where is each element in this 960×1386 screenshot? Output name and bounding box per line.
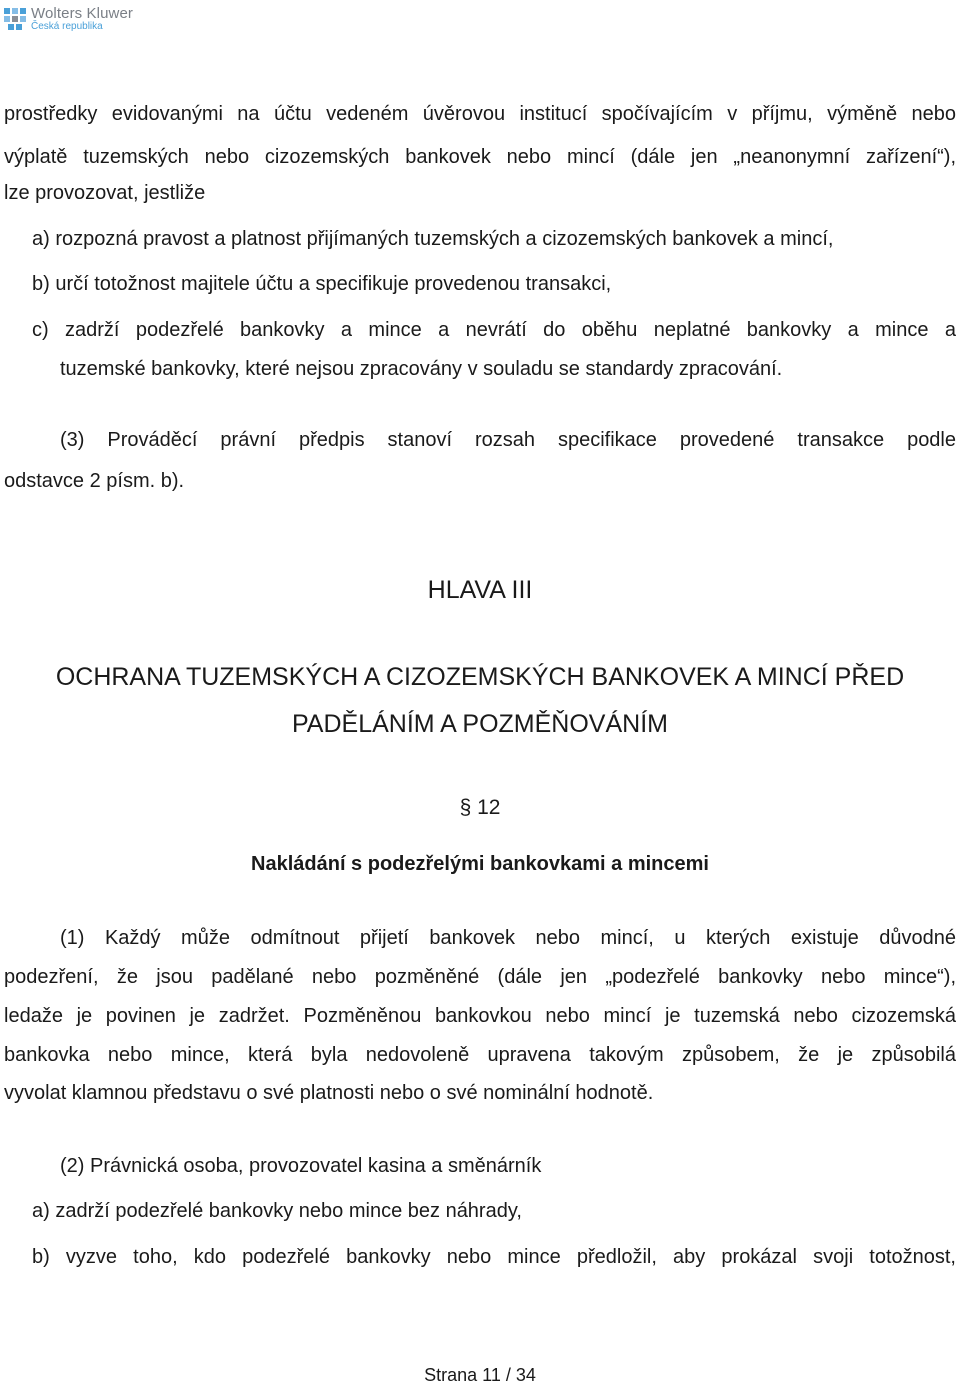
paragraph-line: prostředky evidovanými na účtu vedeném úvěrovou institucí spočívajícím v příjmu, výměně nebo [4, 103, 956, 125]
section-number: § 12 [459, 796, 501, 819]
list-item-b: b) určí totožnost majitele účtu a specifikuje provedenou transakci, [32, 273, 612, 295]
brand-subtitle: Česká republika [31, 21, 103, 32]
list-item-a: a) rozpozná pravost a platnost přijímaných tuzemských a cizozemských bankovek a mincí, [32, 228, 834, 250]
paragraph-3-line: (3) Prováděcí právní předpis stanoví rozsah specifikace provedené transakce podle [60, 429, 956, 451]
paragraph-1-line: vyvolat klamnou představu o své platnosti nebo o své nominální hodnotě. [4, 1082, 654, 1104]
wolters-kluwer-logo-icon [4, 8, 26, 30]
paragraph-3-continuation: odstavce 2 písm. b). [4, 470, 185, 492]
paragraph-1-line: ledaže je povinen je zadržet. Pozměněnou bankovkou nebo mincí je tuzemská nebo cizozemská [4, 1005, 956, 1027]
paragraph-line: lze provozovat, jestliže [4, 182, 206, 204]
paragraph-line: výplatě tuzemských nebo cizozemských bankovek nebo mincí (dále jen „neanonymní zařízení“), [4, 146, 956, 168]
list-item-c: c) zadrží podezřelé bankovky a mince a nevrátí do oběhu neplatné bankovky a mince a [32, 319, 956, 341]
paragraph-1-line: (1) Každý může odmítnout přijetí bankovek nebo mincí, u kterých existuje důvodné [60, 927, 956, 949]
chapter-subtitle-line-2: PADĚLÁNÍM A POZMĚŇOVÁNÍM [291, 710, 668, 738]
paragraph-1-line: bankovka nebo mince, která byla nedovoleně upravena takovým způsobem, že je způsobilá [4, 1044, 956, 1066]
section-title: Nakládání s podezřelými bankovkami a mincemi [251, 853, 709, 875]
paragraph-1-line: podezření, že jsou padělané nebo pozměněné (dále jen „podezřelé bankovky nebo mince“), [4, 966, 956, 988]
brand-name: Wolters Kluwer [31, 5, 133, 22]
paragraph-2-line: (2) Právnická osoba, provozovatel kasina a směnárník [60, 1155, 542, 1177]
chapter-title: HLAVA III [427, 576, 533, 604]
list-item-a: a) zadrží podezřelé bankovky nebo mince bez náhrady, [32, 1200, 522, 1222]
list-item-b: b) vyzve toho, kdo podezřelé bankovky nebo mince předložil, aby prokázal svoji totožnost, [32, 1246, 956, 1268]
list-item-c-continuation: tuzemské bankovky, které nejsou zpracovány v souladu se standardy zpracování. [60, 358, 783, 380]
publisher-logo [4, 4, 133, 34]
chapter-subtitle-line-1: OCHRANA TUZEMSKÝCH A CIZOZEMSKÝCH BANKOVEK A MINCÍ PŘED [55, 663, 905, 691]
page-number: Strana 11 / 34 [424, 1365, 536, 1385]
